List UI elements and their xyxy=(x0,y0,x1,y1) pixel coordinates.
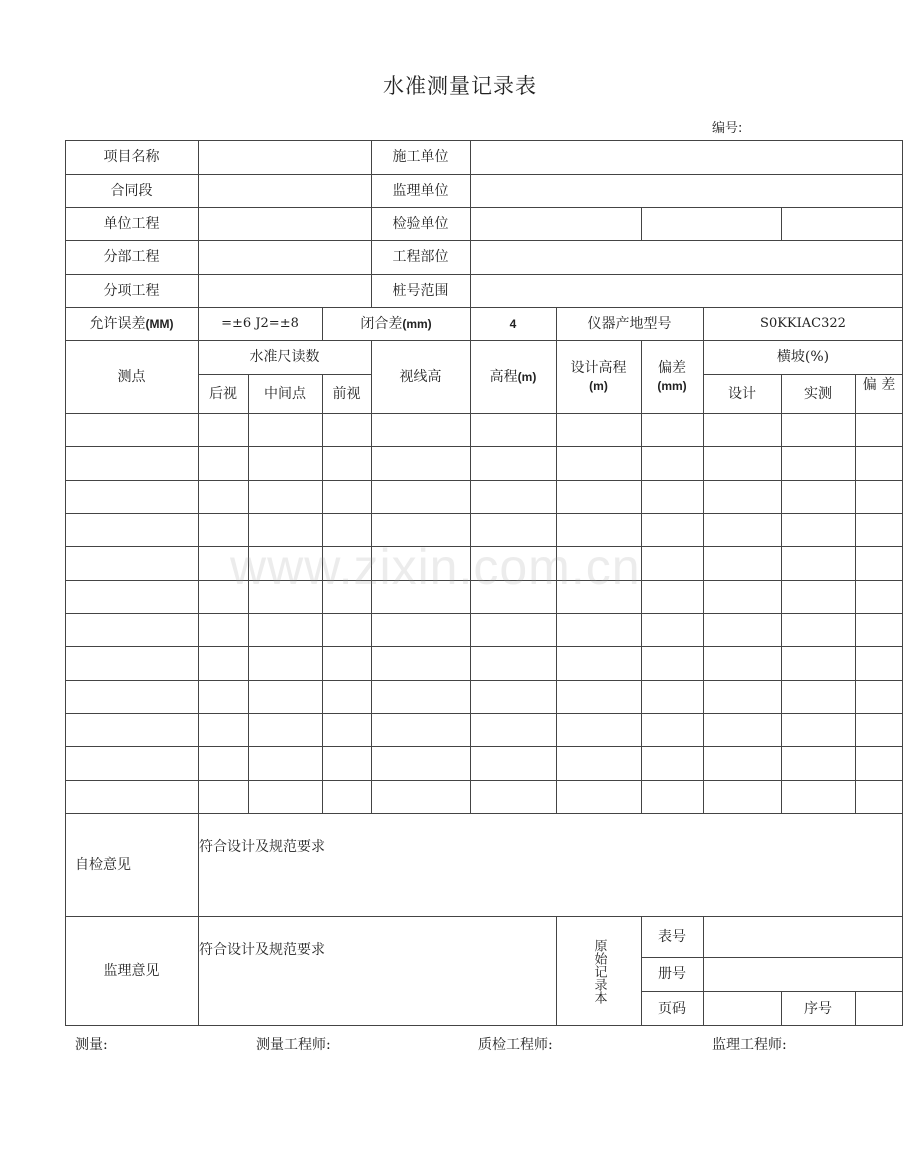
staff-reading-header: 水准尺读数 xyxy=(249,349,320,365)
qc-engineer-sign-label: 质检工程师: xyxy=(478,1037,553,1053)
deviation-header: 偏差 (mm) xyxy=(657,359,687,393)
closure-error-value: 4 xyxy=(509,316,517,331)
cross-slope-header: 横坡(%) xyxy=(776,349,830,365)
inspection-unit-label: 检验单位 xyxy=(392,215,449,232)
design-elevation-header: 设计高程 (m) xyxy=(570,359,627,393)
doc-number-label: 编号: xyxy=(712,121,743,136)
point-header: 测点 xyxy=(117,368,146,385)
backsight-header: 后视 xyxy=(209,385,237,402)
page-no-label: 页码 xyxy=(658,1000,686,1017)
self-check-label: 自检意见 xyxy=(75,856,131,873)
tolerance-value: =±6 J2=±8 xyxy=(221,315,299,331)
page-title: 水准测量记录表 xyxy=(383,74,537,98)
instrument-label: 仪器产地型号 xyxy=(587,315,672,332)
slope-design-header: 设计 xyxy=(728,385,756,402)
contractor-label: 施工单位 xyxy=(392,149,449,165)
project-name-label: 项目名称 xyxy=(103,149,160,165)
intermediate-header: 中间点 xyxy=(264,385,306,402)
sight-height-header: 视线高 xyxy=(399,368,442,385)
supervisor-unit-label: 监理单位 xyxy=(392,182,449,199)
level-survey-table xyxy=(65,140,903,1026)
item-project-label: 分项工程 xyxy=(103,282,160,299)
station-range-label: 桩号范围 xyxy=(392,282,449,299)
instrument-value: S0KKIAC322 xyxy=(760,315,846,331)
elevation-header: 高程 (m) xyxy=(489,368,537,385)
supervision-engineer-sign-label: 监理工程师: xyxy=(712,1037,787,1053)
unit-project-label: 单位工程 xyxy=(103,215,160,232)
table-no-label: 表号 xyxy=(658,928,686,945)
tolerance-label: 允许误差 (MM) xyxy=(89,315,174,332)
closure-error-label: 闭合差 (mm) xyxy=(360,315,432,332)
contract-section-label: 合同段 xyxy=(110,182,153,199)
original-record-label: 原始记录本 xyxy=(591,938,607,1004)
supervision-text: 符合设计及规范要求 xyxy=(199,942,325,958)
serial-no-label: 序号 xyxy=(804,1000,832,1017)
survey-engineer-sign-label: 测量工程师: xyxy=(256,1037,331,1053)
self-check-text: 符合设计及规范要求 xyxy=(199,839,325,855)
slope-measured-header: 实测 xyxy=(804,385,832,402)
foresight-header: 前视 xyxy=(332,385,361,402)
supervision-label: 监理意见 xyxy=(103,963,160,979)
volume-no-label: 册号 xyxy=(658,966,686,982)
project-location-label: 工程部位 xyxy=(392,249,449,265)
surveyor-sign-label: 测量: xyxy=(75,1037,108,1053)
watermark: www.zixin.com.cn xyxy=(230,539,641,595)
slope-deviation-header: 偏 差 xyxy=(862,377,896,393)
division-project-label: 分部工程 xyxy=(103,249,160,265)
